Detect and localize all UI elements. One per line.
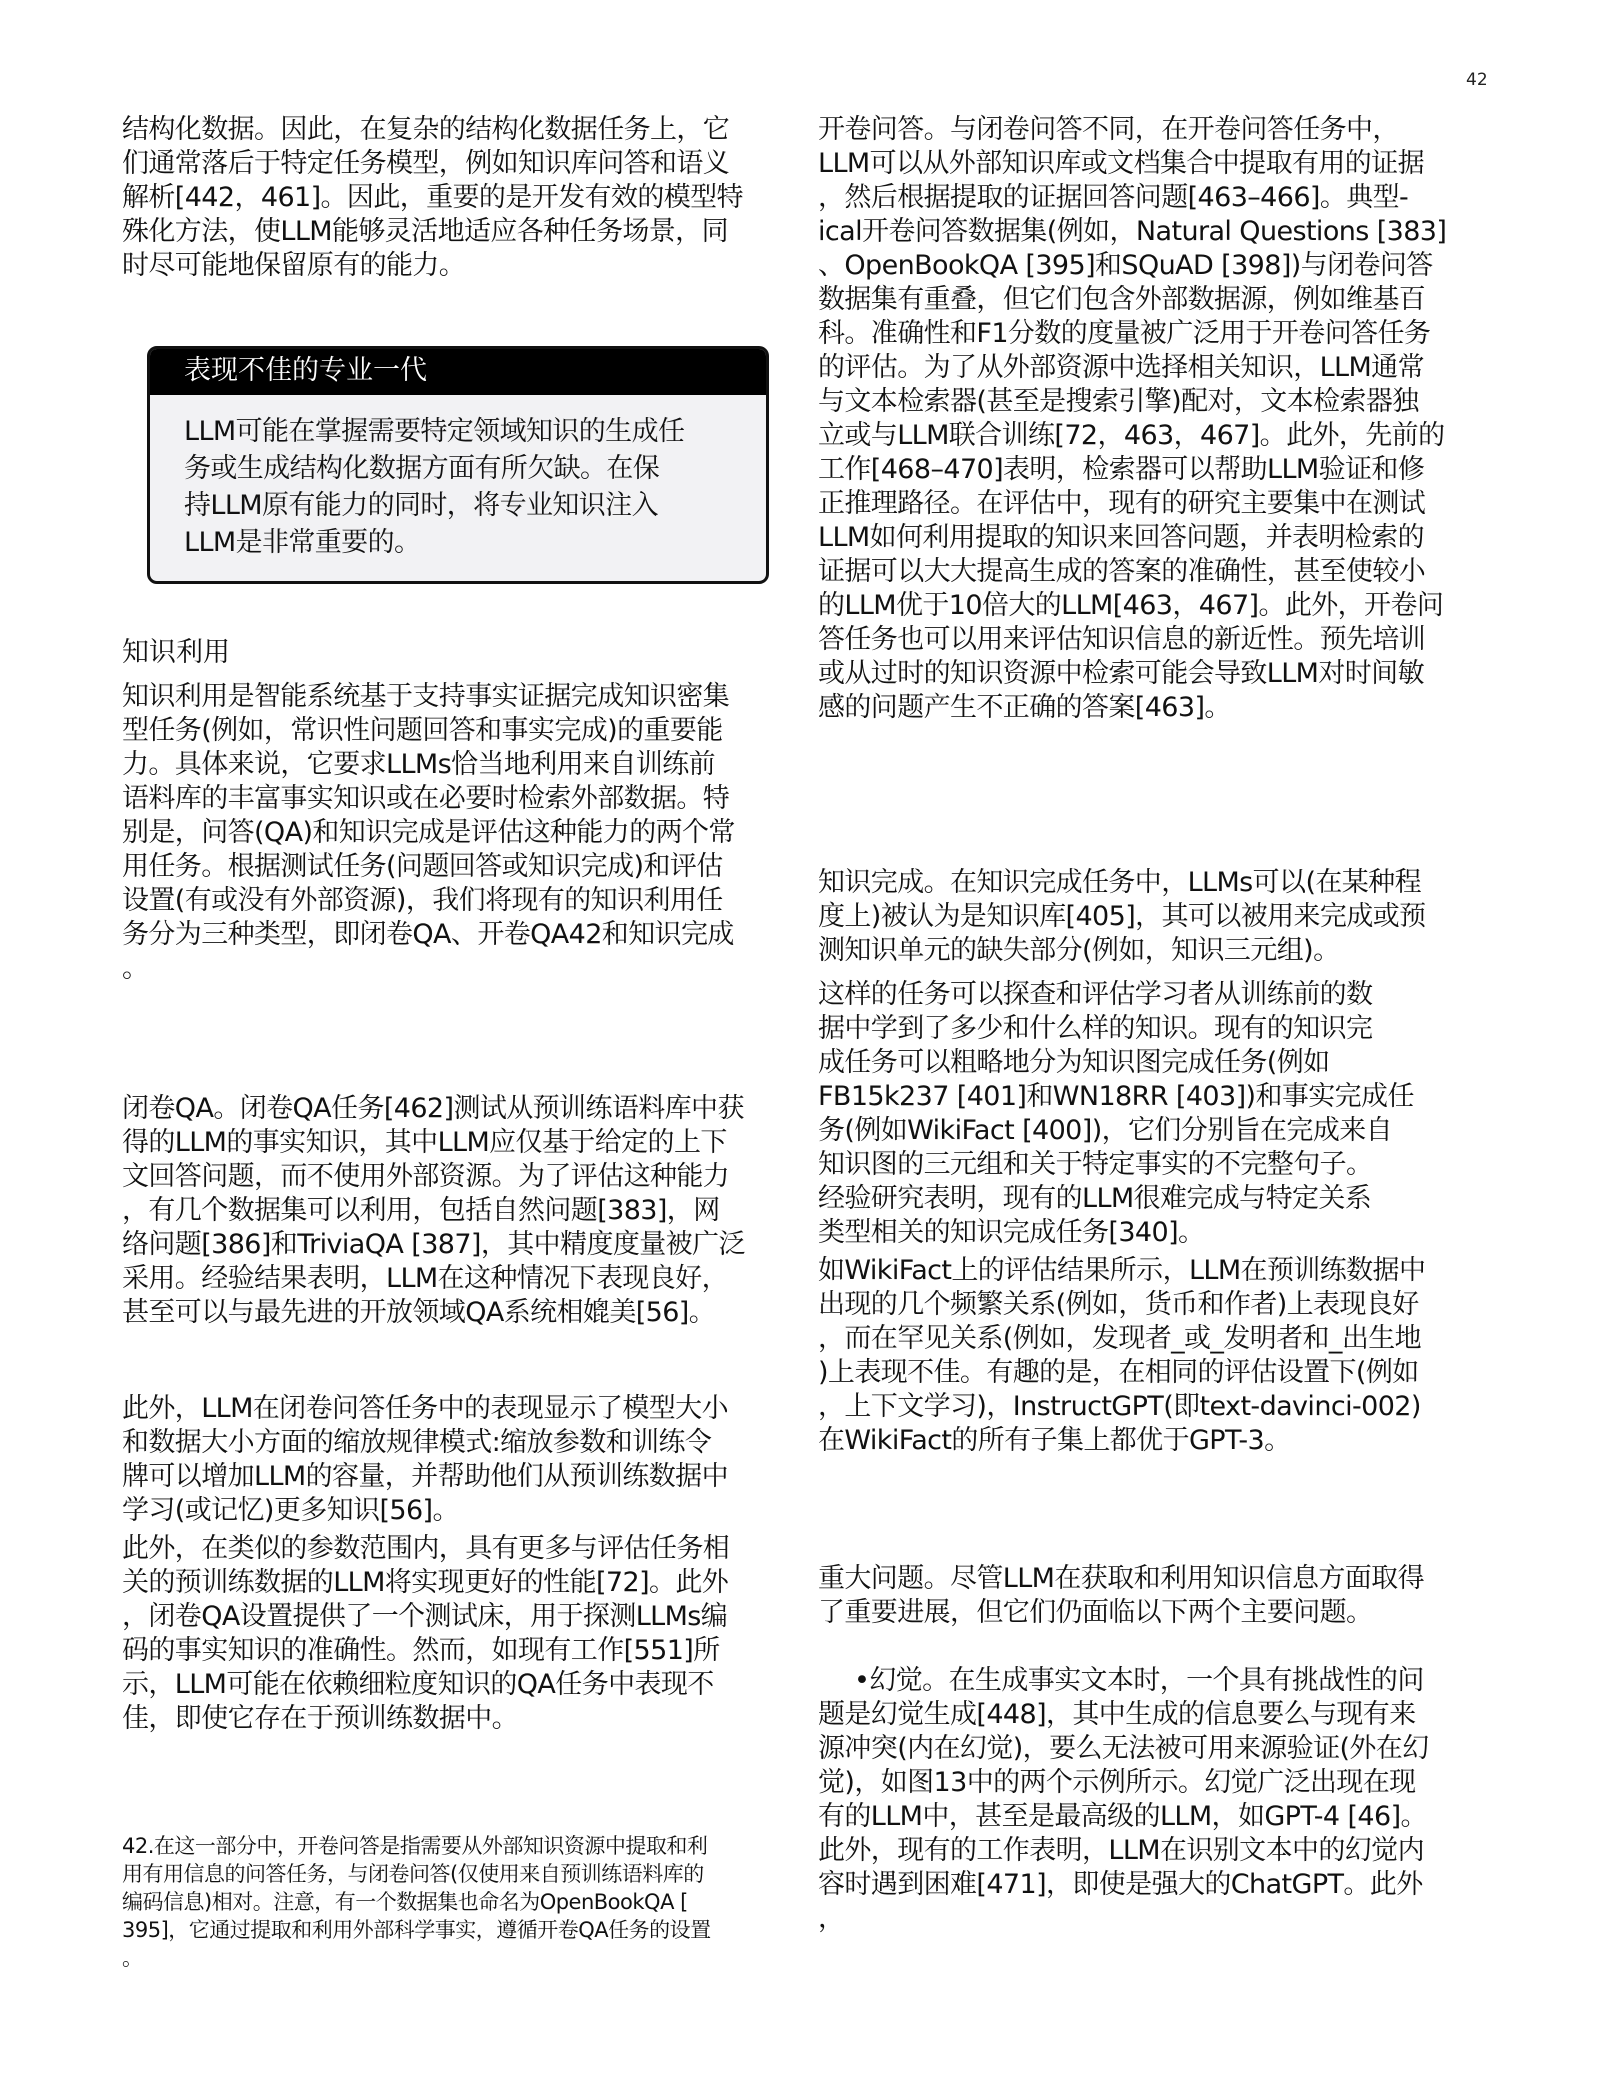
text-line: 出现的几个频繁关系(例如，货币和作者)上表现良好 (818, 1289, 1419, 1320)
text-line: 力。具体来说，它要求LLMs恰当地利用来自训练前 (122, 749, 716, 780)
text-line: 在WikiFact的所有子集上都优于GPT-3。 (818, 1425, 1291, 1456)
text-line: 编码信息)相对。注意，有一个数据集也命名为OpenBookQA [ (122, 1890, 688, 1914)
text-line: 型任务(例如，常识性问题回答和事实完成)的重要能 (122, 715, 723, 746)
text-line: 经验研究表明，现有的LLM很难完成与特定关系 (818, 1183, 1372, 1214)
text-line: LLM可以从外部知识库或文档集合中提取有用的证据 (818, 148, 1424, 179)
text-line: 开卷问答。与闭卷问答不同，在开卷问答任务中， (818, 114, 1399, 145)
text-line: 佳，即使它存在于预训练数据中。 (122, 1703, 518, 1734)
knowledge-completion-section (818, 866, 1498, 1458)
closed-qa-paragraph (122, 1092, 802, 1330)
text-line: )上表现不佳。有趣的是，在相同的评估设置下(例如 (818, 1357, 1419, 1388)
text-line: 知识图的三元组和关于特定事实的不完整句子。 (818, 1149, 1373, 1180)
scaling-paragraph (122, 1392, 802, 1528)
text-line: 务或生成结构化数据方面有所欠缺。在保 (184, 453, 660, 484)
text-line: 别是，问答(QA)和知识完成是评估这种能力的两个常 (122, 817, 735, 848)
text-line: 关的预训练数据的LLM将实现更好的性能[72]。此外 (122, 1567, 729, 1598)
knowledge-completion-paragraph (818, 866, 1498, 968)
text-line: 设置(有或没有外部资源)，我们将现有的知识利用任 (122, 885, 723, 916)
text-line: 知识完成。在知识完成任务中，LLMs可以(在某种程 (818, 867, 1421, 898)
text-line: 题是幻觉生成[448]，其中生成的信息要么与现有来 (818, 1699, 1416, 1730)
text-line: ，而在罕见关系(例如，发现者_或_发明者和_出生地 (818, 1323, 1422, 1354)
text-line: 采用。经验结果表明，LLM在这种情况下表现良好， (122, 1263, 728, 1294)
section-title: 知识利用 (122, 637, 230, 668)
text-line: 工作[468–470]表明，检索器可以帮助LLM验证和修 (818, 454, 1425, 485)
text-line: 证据可以大大提高生成的答案的准确性，甚至使较小 (818, 556, 1426, 587)
text-line: 测知识单元的缺失部分(例如，知识三元组)。 (818, 935, 1340, 966)
text-line: 容时遇到困难[471]，即使是强大的ChatGPT。此外 (818, 1869, 1423, 1900)
text-line: 得的LLM的事实知识，其中LLM应仅基于给定的上下 (122, 1127, 727, 1158)
text-line: 395]，它通过提取和利用外部科学事实，遵循开卷QA任务的设置 (122, 1918, 711, 1942)
text-line: 成任务可以粗略地分为知识图完成任务(例如 (818, 1047, 1330, 1078)
text-line: 闭卷QA。闭卷QA任务[462]测试从预训练语料库中获 (122, 1093, 744, 1124)
text-line: 文回答问题，而不使用外部资源。为了评估这种能力 (122, 1161, 730, 1192)
hallucination-bullet (818, 1664, 1498, 1936)
text-line: 42.在这一部分中，开卷问答是指需要从外部知识资源中提取和利 (122, 1834, 708, 1858)
text-line: 重大问题。尽管LLM在获取和利用知识信息方面取得 (818, 1563, 1424, 1594)
text-line: 此外，LLM在闭卷问答任务中的表现显示了模型大小 (122, 1393, 728, 1424)
text-line: 持LLM原有能力的同时，将专业知识注入 (184, 490, 658, 521)
major-issues-section (818, 1562, 1498, 1936)
text-line: 学习(或记忆)更多知识[56]。 (122, 1495, 459, 1526)
text-line: 此外，现有的工作表明，LLM在识别文本中的幻觉内 (818, 1835, 1424, 1866)
text-line: 务(例如WikiFact [400])，它们分别旨在完成来自 (818, 1115, 1393, 1146)
text-line: •幻觉。在生成事实文本时，一个具有挑战性的问 (854, 1665, 1424, 1696)
text-line: 科。准确性和F1分数的度量被广泛用于开卷问答任务 (818, 318, 1431, 349)
text-line: 数据集有重叠，但它们包含外部数据源，例如维基百 (818, 284, 1426, 315)
text-line: 甚至可以与最先进的开放领域QA系统相媲美[56]。 (122, 1297, 716, 1328)
text-line: 结构化数据。因此，在复杂的结构化数据任务上，它 (122, 114, 730, 145)
open-qa-paragraph (818, 113, 1498, 725)
text-line: 答任务也可以用来评估知识信息的新近性。预先培训 (818, 624, 1426, 655)
callout-box (147, 346, 769, 584)
text-line: ，上下文学习)，InstructGPT(即text-davinci-002) (818, 1391, 1421, 1422)
text-line: 码的事实知识的准确性。然而，如现有工作[551]所 (122, 1635, 720, 1666)
text-line: 觉)，如图13中的两个示例所示。幻觉广泛出现在现 (818, 1767, 1416, 1798)
text-line: 。 (122, 1946, 143, 1970)
text-line: 用任务。根据测试任务(问题回答或知识完成)和评估 (122, 851, 723, 882)
closed-qa-section (122, 1092, 802, 1330)
text-line: 用有用信息的问答任务，与闭卷问答(仅使用来自预训练语料库的 (122, 1862, 704, 1886)
text-line: 解析[442，461]。因此，重要的是开发有效的模型特 (122, 182, 743, 213)
left-column (122, 113, 802, 283)
text-line: LLM是非常重要的。 (184, 527, 421, 558)
similar-params-paragraph (122, 1532, 802, 1736)
text-line: 络问题[386]和TriviaQA [387]，其中精度度量被广泛 (122, 1229, 745, 1260)
text-line: ，有几个数据集可以利用，包括自然问题[383]，网 (122, 1195, 720, 1226)
intro-paragraph (122, 113, 802, 283)
text-line: 、OpenBookQA [395]和SQuAD [398])与闭卷问答 (818, 250, 1433, 281)
text-line: 牌可以增加LLM的容量，并帮助他们从预训练数据中 (122, 1461, 728, 1492)
text-line: 如WikiFact上的评估结果所示，LLM在预训练数据中 (818, 1255, 1426, 1286)
probe-paragraph (818, 978, 1498, 1250)
footnote-text (122, 1832, 802, 1972)
text-line: 感的问题产生不正确的答案[463]。 (818, 692, 1231, 723)
text-line: ， (818, 1903, 845, 1934)
scaling-section (122, 1392, 802, 1736)
text-line: 与文本检索器(甚至是搜索引擎)配对，文本检索器独 (818, 386, 1419, 417)
text-line: LLM如何利用提取的知识来回答问题，并表明检索的 (818, 522, 1424, 553)
text-line: 语料库的丰富事实知识或在必要时检索外部数据。特 (122, 783, 730, 814)
knowledge-utilization-paragraph (122, 680, 802, 986)
text-line: 的LLM优于10倍大的LLM[463，467]。此外，开卷问 (818, 590, 1444, 621)
text-line: 正推理路径。在评估中，现有的研究主要集中在测试 (818, 488, 1426, 519)
left-column-lower (122, 636, 802, 986)
text-line: 此外，在类似的参数范围内，具有更多与评估任务相 (122, 1533, 730, 1564)
text-line: 了重要进展，但它们仍面临以下两个主要问题。 (818, 1597, 1373, 1628)
text-line: 立或与LLM联合训练[72，463，467]。此外，先前的 (818, 420, 1445, 451)
text-line: LLM可能在掌握需要特定领域知识的生成任 (184, 416, 685, 447)
major-issues-paragraph (818, 1562, 1498, 1630)
text-line: 时尽可能地保留原有的能力。 (122, 250, 466, 281)
text-line: 和数据大小方面的缩放规律模式:缩放参数和训练令 (122, 1427, 712, 1458)
wikifact-paragraph (818, 1254, 1498, 1458)
text-line: 的评估。为了从外部资源中选择相关知识，LLM通常 (818, 352, 1424, 383)
text-line: 据中学到了多少和什么样的知识。现有的知识完 (818, 1013, 1373, 1044)
text-line: 们通常落后于特定任务模型，例如知识库问答和语义 (122, 148, 730, 179)
text-line: 这样的任务可以探查和评估学习者从训练前的数 (818, 979, 1373, 1010)
text-line: FB15k237 [401]和WN18RR [403])和事实完成任 (818, 1081, 1414, 1112)
text-line: 务分为三种类型，即闭卷QA、开卷QA42和知识完成 (122, 919, 734, 950)
text-line: 或从过时的知识资源中检索可能会导致LLM对时间敏 (818, 658, 1424, 689)
open-qa-section (818, 113, 1498, 725)
text-line: ，然后根据提取的证据回答问题[463–466]。典型- (818, 182, 1409, 213)
footnote (122, 1832, 802, 1972)
text-line: 度上)被认为是知识库[405]，其可以被用来完成或预 (818, 901, 1426, 932)
callout-body (150, 395, 766, 561)
text-line: 有的LLM中，甚至是最高级的LLM，如GPT-4 [46]。 (818, 1801, 1427, 1832)
text-line: 示，LLM可能在依赖细粒度知识的QA任务中表现不 (122, 1669, 714, 1700)
text-line: 类型相关的知识完成任务[340]。 (818, 1217, 1205, 1248)
callout-title: 表现不佳的专业一代 (150, 349, 766, 395)
text-line: 殊化方法，使LLM能够灵活地适应各种任务场景，同 (122, 216, 728, 247)
text-line: ，闭卷QA设置提供了一个测试床，用于探测LLMs编 (122, 1601, 728, 1632)
text-line: ical开卷问答数据集(例如，Natural Questions [383] (818, 216, 1447, 247)
page-number: 42 (1466, 70, 1488, 90)
text-line: 源冲突(内在幻觉)，要么无法被可用来源验证(外在幻 (818, 1733, 1429, 1764)
text-line: 知识利用是智能系统基于支持事实证据完成知识密集 (122, 681, 730, 712)
text-line: 。 (122, 953, 149, 984)
